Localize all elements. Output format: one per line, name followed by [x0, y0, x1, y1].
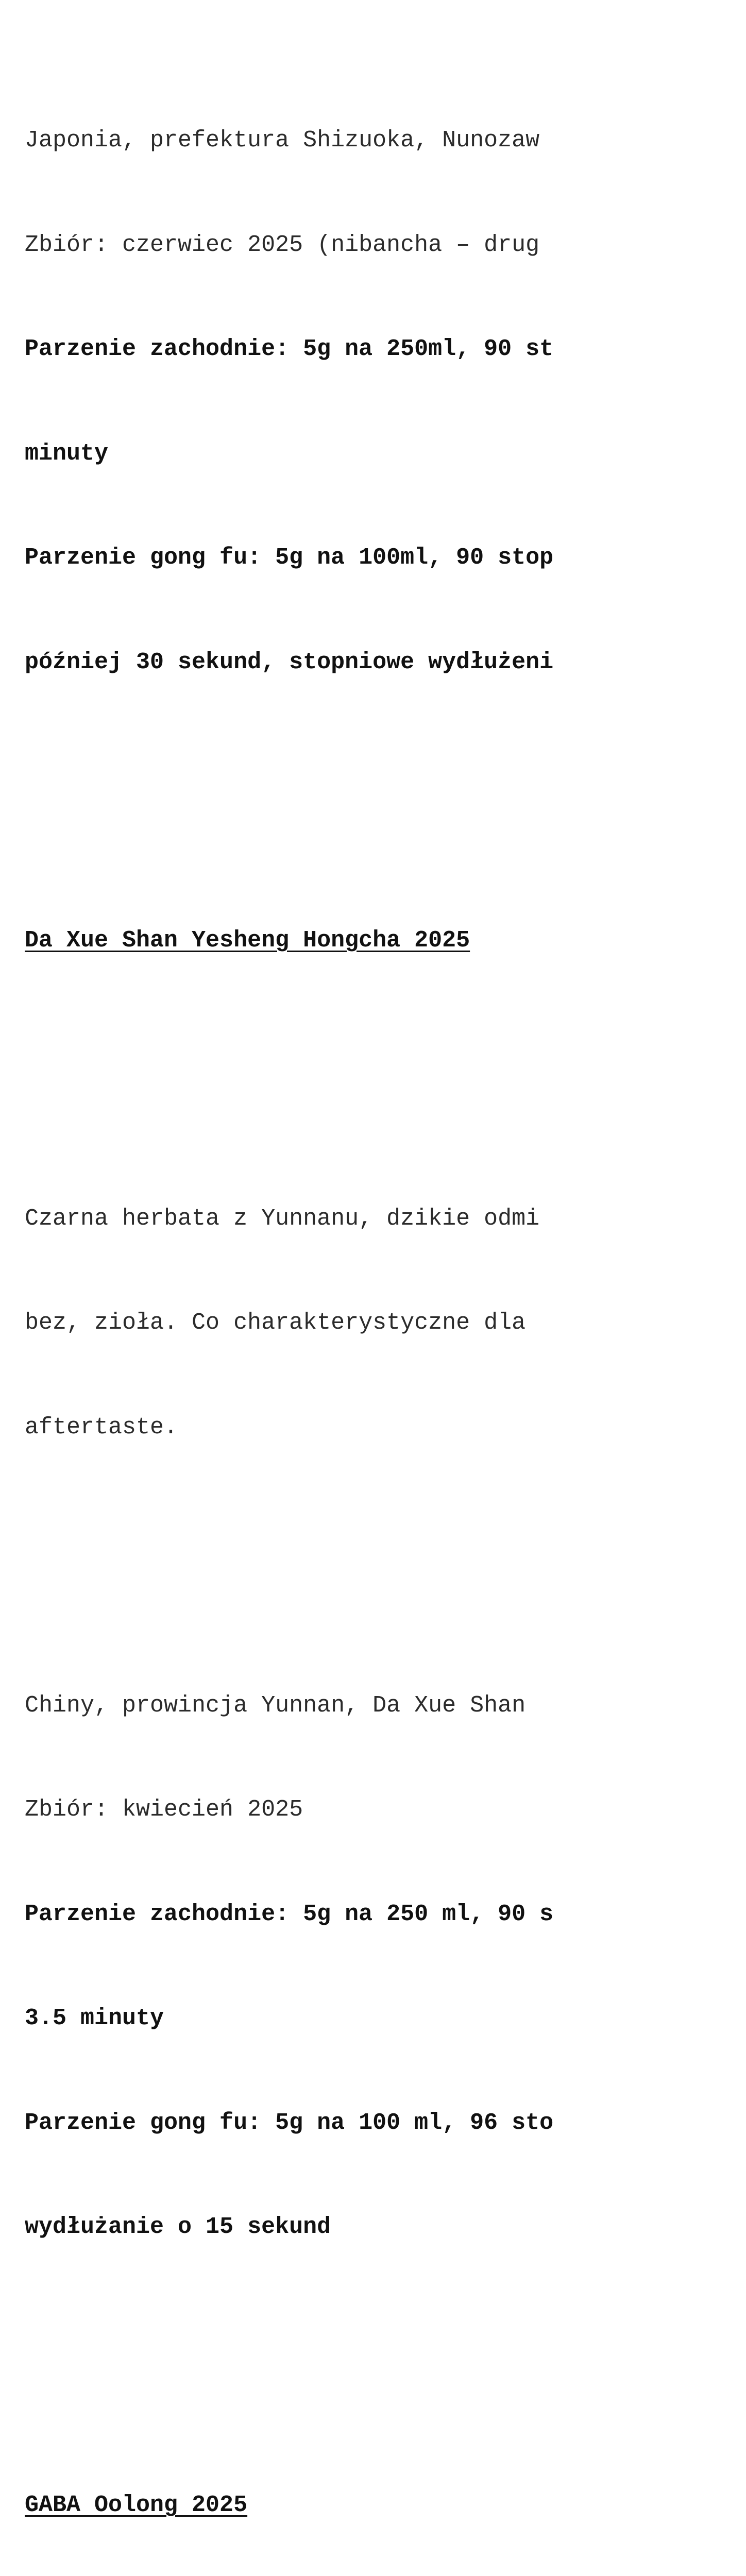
origin-text: Chiny, prowincja Yunnan, Da Xue Shan: [25, 1692, 526, 1719]
western-brewing-line-2: 3.5 minuty: [25, 2005, 164, 2031]
gongfu-brewing-line-1: Parzenie gong fu: 5g na 100ml, 90 stop: [25, 545, 554, 571]
description-line-2: bez, zioła. Co charakterystyczne dla: [25, 1310, 526, 1336]
origin-text: Japonia, prefektura Shizuoka, Nunozaw: [25, 127, 540, 154]
gongfu-brewing-line-1: Parzenie gong fu: 5g na 100 ml, 96 sto: [25, 2109, 554, 2136]
harvest-text: Zbiór: czerwiec 2025 (nibancha – drug: [25, 231, 540, 258]
gongfu-brewing-line-2: później 30 sekund, stopniowe wydłużeni: [25, 649, 554, 675]
description-line-1: Czarna herbata z Yunnanu, dzikie odmi: [25, 1205, 540, 1232]
description-line-3: aftertaste.: [25, 1414, 178, 1440]
document-body: [25, 54, 746, 2576]
gongfu-brewing-line-2: wydłużanie o 15 sekund: [25, 2214, 331, 2240]
tea-title-gaba-oolong: GABA Oolong 2025: [25, 2492, 248, 2518]
western-brewing-line-1: Parzenie zachodnie: 5g na 250 ml, 90 s: [25, 1901, 554, 1927]
tea-title-da-xue-shan: Da Xue Shan Yesheng Hongcha 2025: [25, 927, 470, 954]
harvest-text: Zbiór: kwiecień 2025: [25, 1797, 303, 1823]
western-brewing-line-2: minuty: [25, 440, 109, 467]
western-brewing-line-1: Parzenie zachodnie: 5g na 250ml, 90 st: [25, 336, 554, 362]
